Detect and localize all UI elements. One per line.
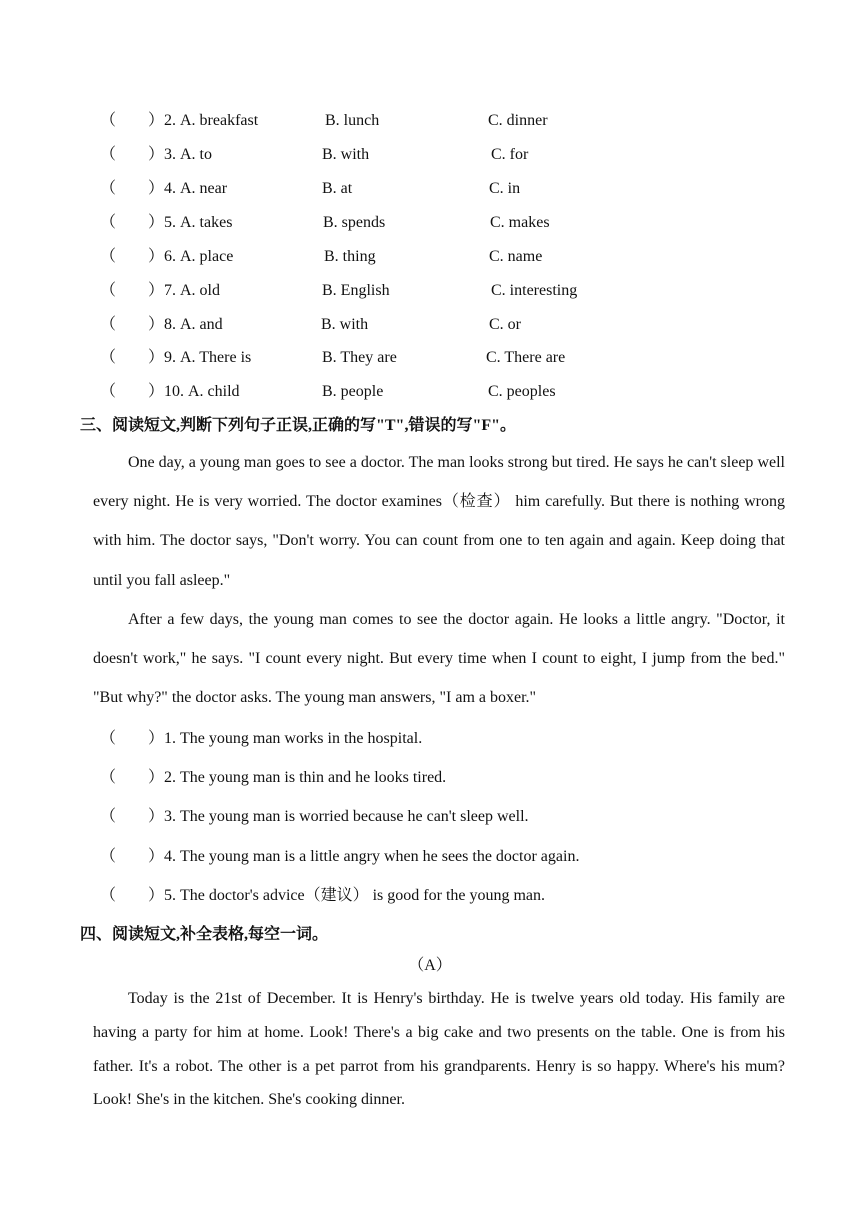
passage-paragraph-2: After a few days, the young man comes to see the doctor again. He looks a little angry. "Doctor, it doesn't work," he says. "I count every night. But every time when I count to eight, I jump from the bed." "But why?" the doctor asks. The young man answers, "I am a boxer." — [93, 611, 785, 707]
choice-a: （ ）8. A. and — [100, 316, 223, 333]
choice-row — [100, 179, 800, 199]
choice-row — [100, 247, 800, 267]
tf-question: （ ）4. The young man is a little angry when he sees the doctor again. — [100, 848, 580, 865]
choice-row — [100, 111, 800, 131]
choice-c: C. or — [489, 316, 521, 333]
section-3-title: 三、阅读短文,判断下列句子正误,正确的写"T",错误的写"F"。 — [80, 417, 516, 434]
tf-question: （ ）3. The young man is worried because he can't sleep well. — [100, 808, 529, 825]
choice-a: （ ）7. A. old — [100, 282, 221, 299]
choice-a: （ ）9. A. There is — [100, 349, 252, 366]
passage-a-paragraph: Today is the 21st of December. It is Henry's birthday. He is twelve years old today. His family are having a party for him at home. Look! There's a big cake and two presents on the table. One is from his father. It's a robot. The other is a pet parrot from his grandparents. Henry is so happy. Where's his mum? Look! She's in the kitchen. She's cooking dinner. — [93, 990, 785, 1109]
tf-question: （ ）2. The young man is thin and he looks tired. — [100, 769, 447, 786]
choice-b: B. at — [322, 180, 353, 197]
choice-c: C. in — [489, 180, 521, 197]
choice-b: B. spends — [323, 214, 386, 231]
choice-a: （ ）4. A. near — [100, 180, 228, 197]
choice-a: （ ）2. A. breakfast — [100, 112, 259, 129]
choice-c: C. makes — [490, 214, 550, 231]
choice-c: C. dinner — [488, 112, 548, 129]
choice-c: C. interesting — [491, 282, 578, 299]
choice-row — [100, 145, 800, 165]
choice-row — [100, 281, 800, 301]
choice-b: B. people — [322, 383, 384, 400]
choice-a: （ ）10. A. child — [100, 383, 240, 400]
tf-question: （ ）1. The young man works in the hospital. — [100, 730, 423, 747]
choice-a: （ ）3. A. to — [100, 146, 213, 163]
choice-row — [100, 382, 800, 402]
choice-b: B. thing — [324, 248, 376, 265]
choice-row — [100, 213, 800, 233]
choice-c: C. for — [491, 146, 529, 163]
tf-question: （ ）5. The doctor's advice（建议） is good for the young man. — [100, 887, 546, 904]
choice-b: B. with — [321, 316, 369, 333]
choice-a: （ ）5. A. takes — [100, 214, 233, 231]
choice-b: B. with — [322, 146, 370, 163]
passage-label: （A） — [408, 957, 452, 974]
choice-a: （ ）6. A. place — [100, 248, 234, 265]
choice-c: C. peoples — [488, 383, 556, 400]
choice-b: B. English — [322, 282, 390, 299]
choice-b: B. lunch — [325, 112, 380, 129]
choice-c: C. name — [489, 248, 543, 265]
section-4-title: 四、阅读短文,补全表格,每空一词。 — [80, 926, 329, 943]
choice-c: C. There are — [486, 349, 566, 366]
passage-paragraph-1: One day, a young man goes to see a doctor. The man looks strong but tired. He says he can't sleep well every night. He is very worried. The doctor examines（检查） him carefully. But there is nothing wrong with him. The doctor says, "Don't worry. You can count from one to ten again and again. Keep doing that until you fall asleep." — [93, 454, 785, 589]
choice-b: B. They are — [322, 349, 397, 366]
choice-row — [100, 348, 800, 368]
choice-row — [100, 315, 800, 335]
